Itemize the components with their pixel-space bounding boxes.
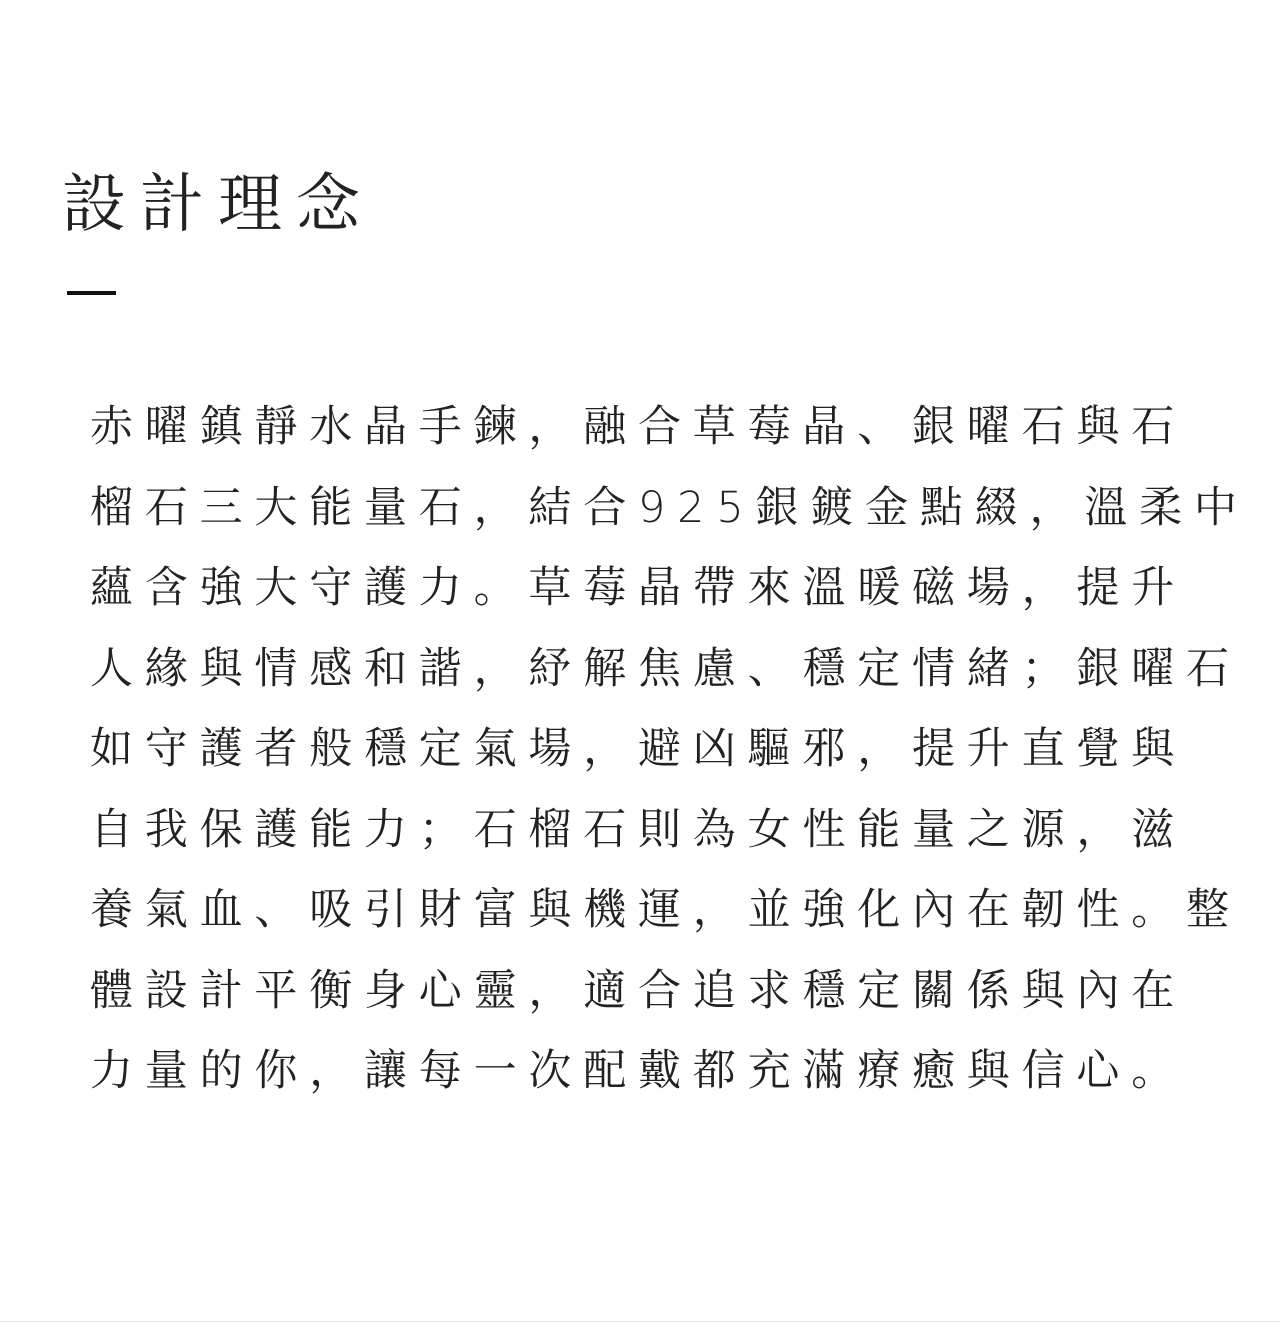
text-line: 榴石三大能量石，結合925銀鍍金點綴，溫柔中 [90, 482, 1249, 533]
title-underline [67, 291, 116, 295]
text-line: 養氣血、吸引財富與機運，並強化內在韌性。整 [90, 885, 1241, 935]
description-text [90, 397, 1249, 1122]
text-line: 赤曜鎮靜水晶手鍊，融合草莓晶、銀曜石與石 [90, 402, 1186, 452]
text-line: 蘊含強大守護力。草莓晶帶來溫暖磁場，提升 [90, 563, 1186, 613]
text-line: 如守護者般穩定氣場，避凶驅邪，提升直覺與 [90, 724, 1186, 774]
text-line: 體設計平衡身心靈，適合追求穩定關係與內在 [90, 965, 1186, 1016]
text-line: 力量的你，讓每一次配戴都充滿療癒與信心。 [90, 1046, 1186, 1096]
section-title: 設計理念 [62, 168, 374, 242]
text-line: 自我保護能力；石榴石則為女性能量之源，滋 [90, 804, 1186, 855]
text-line: 人緣與情感和諧，紓解焦慮、穩定情緒；銀曜石 [90, 643, 1241, 694]
